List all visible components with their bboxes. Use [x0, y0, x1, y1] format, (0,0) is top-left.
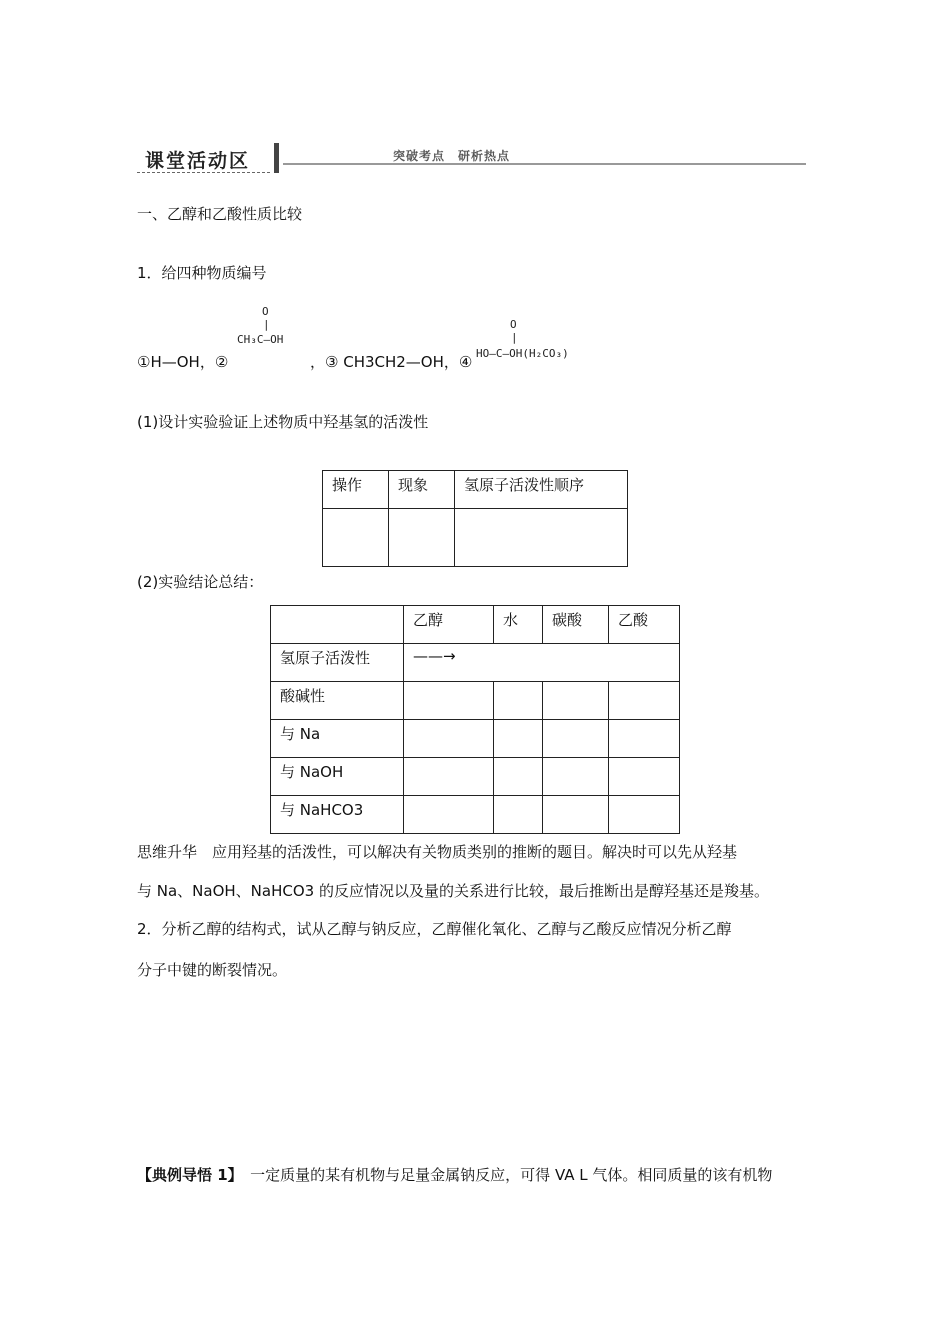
conclusion-table [270, 605, 680, 834]
table2-row-label: 与 NaHCO3 [271, 796, 404, 834]
table1-header-operation: 操作 [323, 471, 389, 509]
carbonic-acid-structure: HO—C—OH(H₂CO₃) [476, 347, 569, 360]
table2-cell [404, 758, 494, 796]
table1-cell [455, 509, 628, 567]
table2-cell [494, 720, 543, 758]
banner-divider-bar [274, 143, 279, 173]
question-1: (1)设计实验验证上述物质中羟基氢的活泼性 [137, 413, 429, 431]
acetic-acid-structure: CH₃C—OH [237, 333, 284, 346]
carbonic-acid-double-bond: | [511, 331, 518, 344]
table2-cell [404, 796, 494, 834]
table2-cell [609, 758, 680, 796]
table2-cell [494, 758, 543, 796]
section-heading: 一、乙醇和乙酸性质比较 [137, 205, 303, 223]
table2-row-label: 与 NaOH [271, 758, 404, 796]
table2-cell [543, 758, 609, 796]
section-banner-subtitle: 突破考点 研析热点 [393, 149, 511, 163]
activity-arrow: ——→ [404, 644, 680, 682]
table2-header-blank [271, 606, 404, 644]
question-2: (2)实验结论总结： [137, 573, 264, 591]
example-paragraph [137, 1164, 772, 1185]
table1-header-phenomenon: 现象 [389, 471, 455, 509]
table2-cell [609, 720, 680, 758]
acetic-acid-oxygen: O [262, 305, 269, 318]
item-2-line-1: 2．分析乙醇的结构式，试从乙醇与钠反应，乙醇催化氧化、乙醇与乙酸反应情况分析乙醇 [137, 920, 732, 938]
experiment-design-table [322, 470, 628, 567]
example-text: 一定质量的某有机物与足量金属钠反应，可得 VA L 气体。相同质量的该有机物 [235, 1166, 773, 1184]
table2-header-ethanol: 乙醇 [404, 606, 494, 644]
table2-cell [609, 796, 680, 834]
example-label: 【典例导悟 1】 [137, 1166, 236, 1184]
table1-header-order: 氢原子活泼性顺序 [455, 471, 628, 509]
table2-row-label: 酸碱性 [271, 682, 404, 720]
table2-row-label: 与 Na [271, 720, 404, 758]
table2-header-carbonic-acid: 碳酸 [543, 606, 609, 644]
table2-cell [543, 720, 609, 758]
summary-line-1: 思维升华 应用羟基的活泼性，可以解决有关物质类别的推断的题目。解决时可以先从羟基 [137, 843, 738, 861]
table2-header-acetic-acid: 乙酸 [609, 606, 680, 644]
acetic-acid-double-bond: | [263, 318, 270, 331]
table2-cell [404, 682, 494, 720]
table2-header-water: 水 [494, 606, 543, 644]
item-2-line-2: 分子中键的断裂情况。 [137, 961, 288, 979]
carbonic-acid-oxygen: O [510, 318, 517, 331]
banner-rule [283, 163, 806, 165]
table2-cell [543, 796, 609, 834]
table2-cell [494, 682, 543, 720]
table2-row-label: 氢原子活泼性 [271, 644, 404, 682]
table2-cell [494, 796, 543, 834]
table2-cell [609, 682, 680, 720]
banner-dashed-underline [137, 172, 270, 173]
item-1-title: 1．给四种物质编号 [137, 264, 267, 282]
section-banner-title: 课堂活动区 [145, 150, 251, 172]
table1-cell [323, 509, 389, 567]
table1-cell [389, 509, 455, 567]
table2-cell [404, 720, 494, 758]
summary-line-2: 与 Na、NaOH、NaHCO3 的反应情况以及量的关系进行比较，最后推断出是醇羟基还是羧基。 [137, 882, 769, 900]
compound-list-middle: ，③ CH3CH2—OH，④ [310, 353, 473, 371]
compound-list-prefix: ①H—OH，② [137, 353, 229, 371]
table2-cell [543, 682, 609, 720]
